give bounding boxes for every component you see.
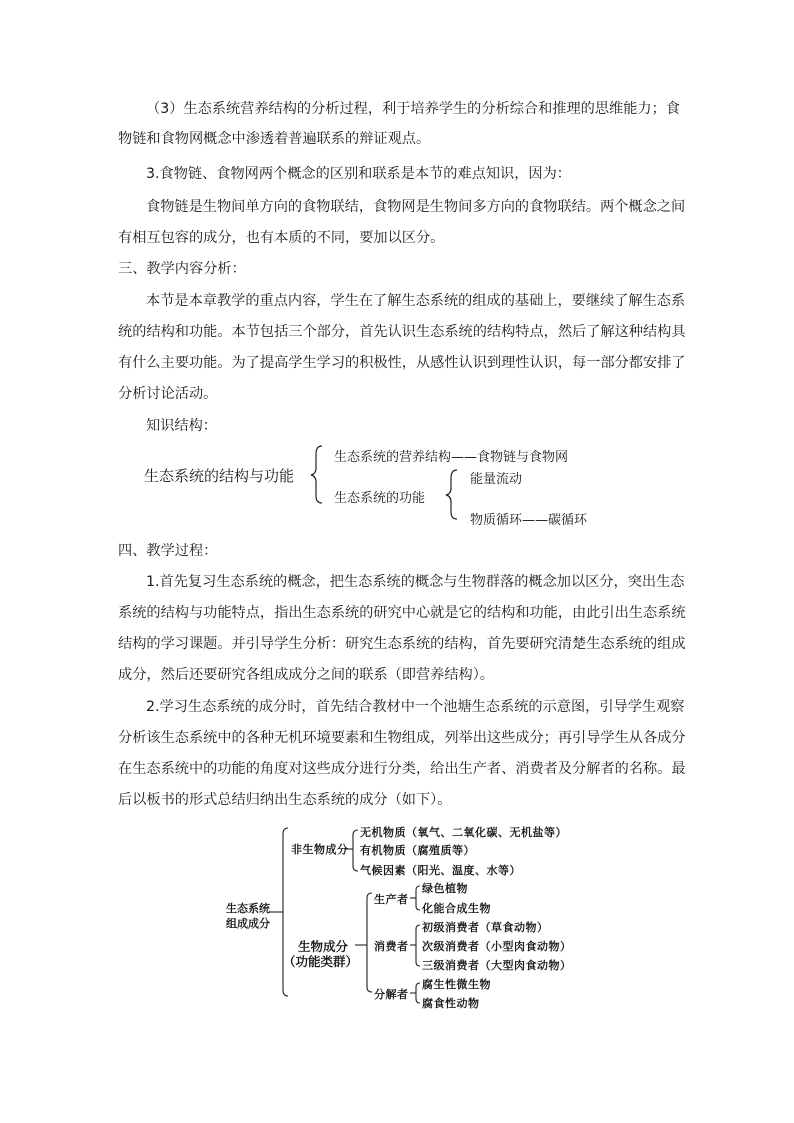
components-decomposer-item: 腐生性微生物 bbox=[422, 978, 491, 991]
paragraph-line: 在生态系统中的功能的角度对这些成分进行分类，给出生产者、消费者及分解者的名称。最 bbox=[118, 761, 686, 777]
bracket-root bbox=[283, 828, 288, 996]
section-heading: 三、教学内容分析： bbox=[118, 261, 246, 277]
components-nonbio-item: 气候因素（阳光、温度、水等） bbox=[360, 864, 521, 877]
components-consumer-item: 三级消费者（大型肉食动物） bbox=[422, 959, 572, 972]
components-nonbio: 非生物成分 bbox=[291, 843, 349, 856]
bracket-nonbio bbox=[353, 830, 358, 871]
components-nonbio-item: 有机物质（腐殖质等） bbox=[360, 844, 475, 857]
components-root-line2: 组成成分 bbox=[226, 917, 270, 930]
bracket-consumer bbox=[416, 925, 420, 966]
knowledge-branch-structure: 生态系统的营养结构——食物链与食物网 bbox=[334, 450, 569, 465]
paragraph-line: 有相互包容的成分，也有本质的不同，要加以区分。 bbox=[118, 230, 445, 246]
components-bio-line2: （功能类群） bbox=[283, 954, 359, 969]
paragraph-line: 3.食物链、食物网两个概念的区别和联系是本节的难点知识，因为： bbox=[146, 166, 571, 182]
bracket-bio bbox=[367, 893, 372, 992]
components-producer-item: 化能合成生物 bbox=[422, 902, 491, 915]
components-root-line1: 生态系统 bbox=[226, 902, 270, 915]
paragraph-line: 分析该生态系统中的各种无机环境要素和生物组成，列举出这些成分；再引导学生从各成分 bbox=[118, 730, 686, 746]
paragraph-line: （3）生态系统营养结构的分析过程，利于培养学生的分析综合和推理的思维能力；食 bbox=[146, 101, 680, 117]
paragraph-line: 系统的结构与功能特点，指出生态系统的研究中心就是它的结构和功能，由此引出生态系统 bbox=[118, 605, 686, 621]
components-decomposer-item: 腐食性动物 bbox=[422, 997, 480, 1010]
knowledge-leaf-cycle: 物质循环——碳循环 bbox=[470, 513, 588, 528]
knowledge-leaf-energy: 能量流动 bbox=[470, 472, 523, 487]
paragraph-line: 结构的学习课题。并引导学生分析：研究生态系统的结构，首先要研究清楚生态系统的组成 bbox=[118, 636, 686, 652]
paragraph-line: 食物链是生物间单方向的食物联结，食物网是生物间多方向的食物联结。两个概念之间 bbox=[146, 199, 686, 215]
components-consumer: 消费者 bbox=[374, 940, 409, 953]
brace-root bbox=[311, 446, 322, 503]
components-consumer-item: 初级消费者（草食动物） bbox=[422, 921, 549, 934]
paragraph-line: 有什么主要功能。为了提高学生学习的积极性，从感性认识到理性认识，每一部分都安排了 bbox=[118, 355, 686, 371]
paragraph-line: 2.学习生态系统的成分时，首先结合教材中一个池塘生态系统的示意图，引导学生观察 bbox=[146, 699, 685, 715]
knowledge-label: 知识结构： bbox=[146, 418, 217, 434]
components-bio-line1: 生物成分 bbox=[298, 939, 349, 954]
paragraph-line: 后以板书的形式总结归纳出生态系统的成分（如下）。 bbox=[118, 792, 452, 808]
paragraph-line: 成分，然后还要研究各组成成分之间的联系（即营养结构）。 bbox=[118, 667, 494, 683]
paragraph-line: 物链和食物网概念中渗透着普遍联系的辩证观点。 bbox=[118, 131, 431, 147]
paragraph-line: 1.首先复习生态系统的概念，把生态系统的概念与生物群落的概念加以区分，突出生态 bbox=[146, 574, 685, 590]
components-nonbio-item: 无机物质（氧气、二氧化碳、无机盐等） bbox=[360, 826, 567, 839]
paragraph-line: 统的结构和功能。本节包括三个部分，首先认识生态系统的结构特点，然后了解这种结构具 bbox=[118, 324, 686, 340]
knowledge-root: 生态系统的结构与功能 bbox=[144, 467, 295, 485]
section-heading: 四、教学过程： bbox=[118, 543, 218, 559]
bracket-producer bbox=[416, 886, 420, 910]
knowledge-branch-function: 生态系统的功能 bbox=[334, 491, 426, 506]
bracket-decomposer bbox=[416, 983, 420, 1003]
components-producer-item: 绿色植物 bbox=[422, 882, 468, 895]
paragraph-line: 分析讨论活动。 bbox=[118, 386, 218, 402]
components-consumer-item: 次级消费者（小型肉食动物） bbox=[422, 940, 572, 953]
components-decomposer: 分解者 bbox=[374, 988, 409, 1001]
paragraph-line: 本节是本章教学的重点内容，学生在了解生态系统的组成的基础上，要继续了解生态系 bbox=[146, 293, 686, 309]
components-producer: 生产者 bbox=[374, 893, 409, 906]
brace-function bbox=[446, 470, 457, 519]
